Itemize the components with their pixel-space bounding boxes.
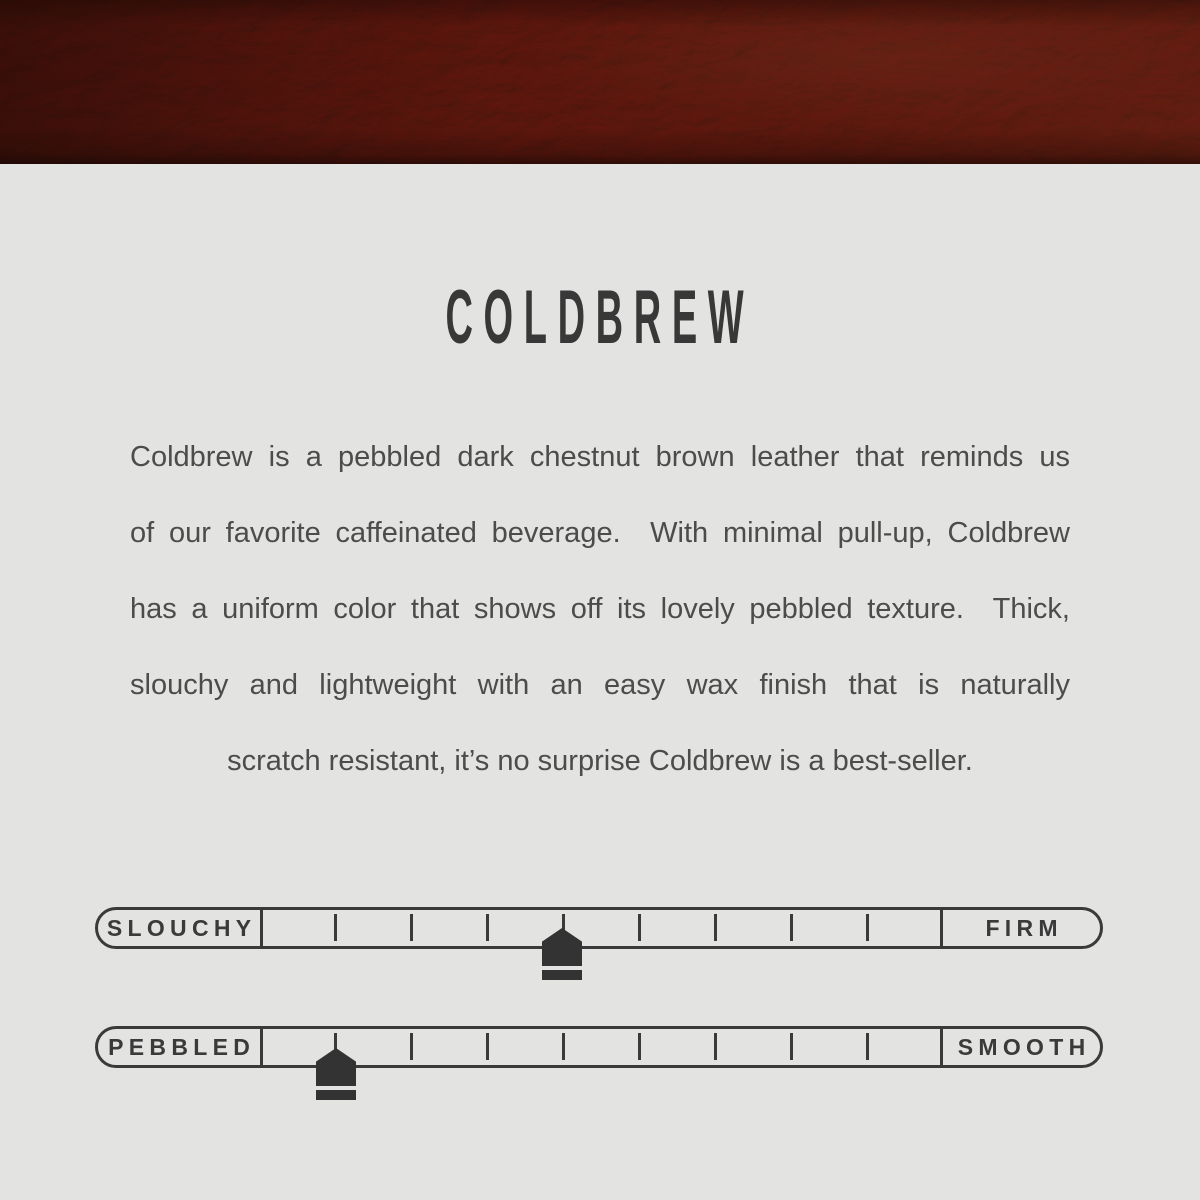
marker-nib-icon: [316, 1048, 356, 1086]
paragraph-line: scratch resistant, it’s no surprise Coldbrew is a best-seller.: [227, 745, 973, 777]
leather-texture-photo: [0, 0, 1200, 164]
title-row: [0, 275, 1200, 360]
tick-mark: [866, 914, 869, 941]
scale-right-cell: [943, 910, 1100, 946]
scale-label-firm: FIRM: [985, 914, 1063, 941]
scale-left-cell: [98, 910, 260, 946]
texture-marker: [316, 1048, 356, 1100]
scale-label-smooth: SMOOTH: [957, 1033, 1091, 1060]
tick-mark: [714, 914, 717, 941]
tick-mark: [410, 914, 413, 941]
tick-mark: [486, 1033, 489, 1060]
tick-mark: [714, 1033, 717, 1060]
tick-mark: [866, 1033, 869, 1060]
divider-line: [260, 908, 263, 948]
leather-vignette: [0, 0, 1200, 164]
tick-mark: [790, 1033, 793, 1060]
tick-mark: [334, 914, 337, 941]
paragraph-line: of our favorite caffeinated beverage. With minimal pull-up, Coldbrew: [130, 517, 1070, 549]
paragraph-line: has a uniform color that shows off its lovely pebbled texture. Thick,: [130, 593, 1070, 625]
page-title: COLDBREW: [445, 275, 755, 360]
firmness-marker: [542, 928, 582, 980]
tick-mark: [486, 914, 489, 941]
tick-mark: [562, 1033, 565, 1060]
paragraph-line: Coldbrew is a pebbled dark chestnut brown leather that reminds us: [130, 441, 1070, 473]
tick-mark: [638, 914, 641, 941]
scale-label-slouchy: SLOUCHY: [106, 914, 257, 941]
scale-label-pebbled: PEBBLED: [108, 1033, 256, 1060]
scale-left-cell: [98, 1029, 260, 1065]
marker-base: [316, 1090, 356, 1100]
marker-nib-icon: [542, 928, 582, 966]
marker-base: [542, 970, 582, 980]
firmness-scale: [95, 907, 1103, 949]
tick-mark: [790, 914, 793, 941]
scale-right-cell: [943, 1029, 1100, 1065]
tick-mark: [638, 1033, 641, 1060]
texture-scale: [95, 1026, 1103, 1068]
paragraph-line: slouchy and lightweight with an easy wax finish that is naturally: [130, 669, 1070, 701]
divider-line: [260, 1027, 263, 1067]
tick-mark: [410, 1033, 413, 1060]
description-paragraph: [130, 419, 1070, 799]
